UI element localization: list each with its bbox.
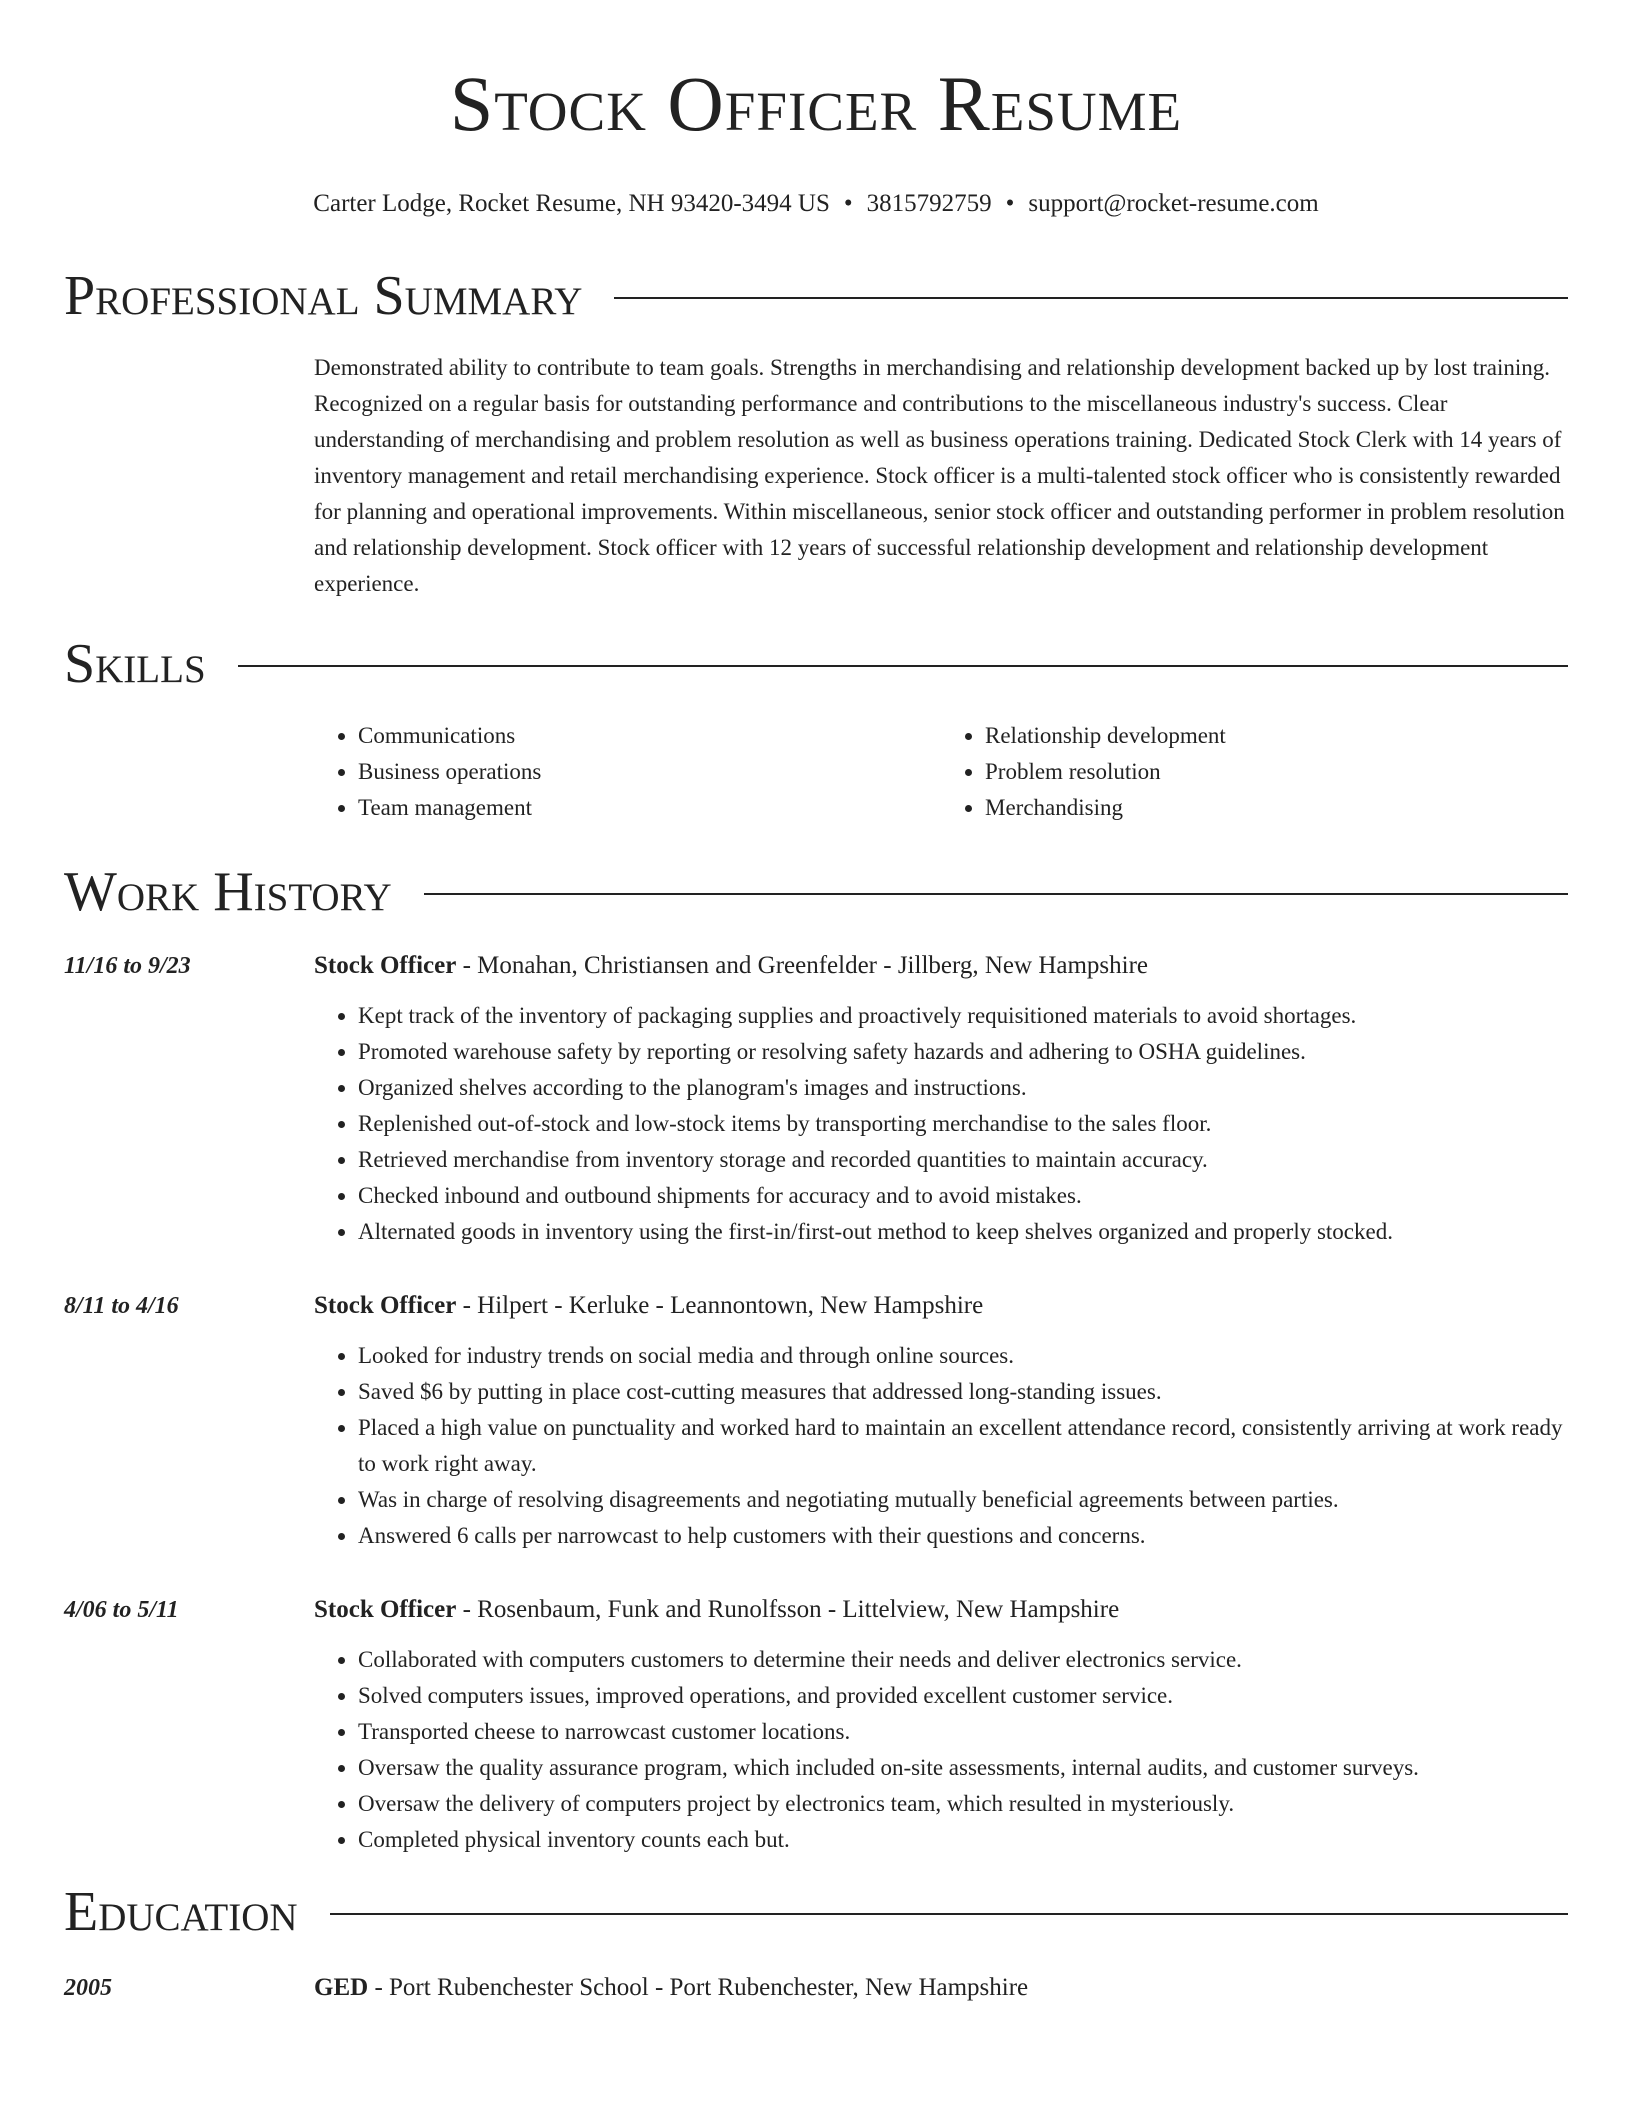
resume-title: Stock Officer Resume <box>449 60 1183 147</box>
job-bullet: • Promoted warehouse safety by reporting or resolving safety hazards and adhering to OSHA guidelines. <box>358 1034 1568 1070</box>
skill-item: • Communications <box>358 718 941 754</box>
skills-column-left <box>314 718 941 826</box>
job-bullet: • Answered 6 calls per narrowcast to help customers with their questions and concerns. <box>358 1518 1568 1554</box>
skill-item: • Business operations <box>358 754 941 790</box>
contact-email: support@rocket-resume.com <box>1028 190 1319 217</box>
section-divider <box>424 893 1568 895</box>
work-heading: Work History <box>64 861 392 923</box>
job-dates: 8/11 to 4/16 <box>64 1293 179 1319</box>
job-dates: 11/16 to 9/23 <box>64 953 191 979</box>
job-bullet: • Was in charge of resolving disagreements and negotiating mutually beneficial agreements between parties. <box>358 1482 1568 1518</box>
skill-item: • Merchandising <box>985 790 1568 826</box>
skills-column-right <box>941 718 1568 826</box>
job-title: Stock Officer <box>314 1292 457 1319</box>
education-section-header <box>64 1880 1568 1944</box>
contact-line <box>64 188 1568 220</box>
contact-separator: • <box>843 190 853 217</box>
job-title: Stock Officer <box>314 952 457 979</box>
education-entry <box>64 1970 1568 2006</box>
job-bullet: • Placed a high value on punctuality and worked hard to maintain an excellent attendance record, consistently arriving at work ready to work right away. <box>358 1410 1568 1482</box>
job-bullet: • Collaborated with computers customers to determine their needs and deliver electronics service. <box>358 1642 1568 1678</box>
summary-heading: Professional Summary <box>64 265 583 327</box>
skill-item: • Relationship development <box>985 718 1568 754</box>
job-heading <box>314 1288 1568 1324</box>
job-bullet: • Oversaw the quality assurance program, which included on-site assessments, internal audits, and customer surveys. <box>358 1750 1568 1786</box>
education-degree: GED <box>314 1974 369 2001</box>
job-bullet: • Completed physical inventory counts each but. <box>358 1822 1568 1858</box>
job-heading <box>314 1592 1568 1628</box>
skill-item: • Problem resolution <box>985 754 1568 790</box>
job-bullet: • Transported cheese to narrowcast customer locations. <box>358 1714 1568 1750</box>
job-bullets <box>314 998 1568 1250</box>
job-entry <box>64 948 1568 1250</box>
contact-phone: 3815792759 <box>866 190 992 217</box>
skills-list <box>314 718 1568 826</box>
job-bullet: • Looked for industry trends on social media and through online sources. <box>358 1338 1568 1374</box>
job-entry <box>64 1288 1568 1554</box>
job-bullet: • Alternated goods in inventory using the first-in/first-out method to keep shelves organized and properly stocked. <box>358 1214 1568 1250</box>
education-year: 2005 <box>64 1975 112 2001</box>
job-details: - Hilpert - Kerluke - Leannontown, New Hampshire <box>456 1292 984 1319</box>
job-bullet: • Checked inbound and outbound shipments for accuracy and to avoid mistakes. <box>358 1178 1568 1214</box>
education-heading-line <box>314 1970 1568 2006</box>
skills-heading: Skills <box>64 633 206 695</box>
contact-separator: • <box>1005 190 1015 217</box>
job-bullet: • Solved computers issues, improved operations, and provided excellent customer service. <box>358 1678 1568 1714</box>
job-heading <box>314 948 1568 984</box>
summary-text: Demonstrated ability to contribute to team goals. Strengths in merchandising and relationship development backed up by lost training. Recognized on a regular basis for outstanding performance and contributions to the miscellaneous industry's success. Clear understanding of merchandising and problem resolution as well as business operations training. Dedicated Stock Clerk with 14 years of inventory management and retail merchandising experience. Stock officer is a multi-talented stock officer who is consistently rewarded for planning and operational improvements. Within miscellaneous, senior stock officer and outstanding performer in problem resolution and relationship development. Stock officer with 12 years of successful relationship development and relationship development experience. <box>314 355 1565 596</box>
job-dates: 4/06 to 5/11 <box>64 1597 179 1623</box>
job-title: Stock Officer <box>314 1596 457 1623</box>
work-section-header <box>64 860 1568 924</box>
job-bullet: • Retrieved merchandise from inventory storage and recorded quantities to maintain accuracy. <box>358 1142 1568 1178</box>
job-bullets <box>314 1642 1568 1858</box>
section-divider <box>614 297 1568 299</box>
job-bullet: • Organized shelves according to the planogram's images and instructions. <box>358 1070 1568 1106</box>
contact-address: Carter Lodge, Rocket Resume, NH 93420-3494 US <box>313 190 830 217</box>
skill-item: • Team management <box>358 790 941 826</box>
job-bullet: • Replenished out-of-stock and low-stock items by transporting merchandise to the sales floor. <box>358 1106 1568 1142</box>
job-bullets <box>314 1338 1568 1554</box>
job-bullet: • Oversaw the delivery of computers project by electronics team, which resulted in mysteriously. <box>358 1786 1568 1822</box>
education-details: - Port Rubenchester School - Port Rubenchester, New Hampshire <box>368 1974 1029 2001</box>
skills-section-header <box>64 632 1568 696</box>
job-entry <box>64 1592 1568 1858</box>
job-bullet: • Kept track of the inventory of packaging supplies and proactively requisitioned materials to avoid shortages. <box>358 998 1568 1034</box>
summary-section-header <box>64 264 1568 328</box>
job-bullet: • Saved $6 by putting in place cost-cutting measures that addressed long-standing issues. <box>358 1374 1568 1410</box>
job-details: - Rosenbaum, Funk and Runolfsson - Littelview, New Hampshire <box>456 1596 1120 1623</box>
education-heading: Education <box>64 1881 298 1943</box>
section-divider <box>330 1913 1568 1915</box>
job-details: - Monahan, Christiansen and Greenfelder - Jillberg, New Hampshire <box>456 952 1149 979</box>
section-divider <box>238 665 1568 667</box>
